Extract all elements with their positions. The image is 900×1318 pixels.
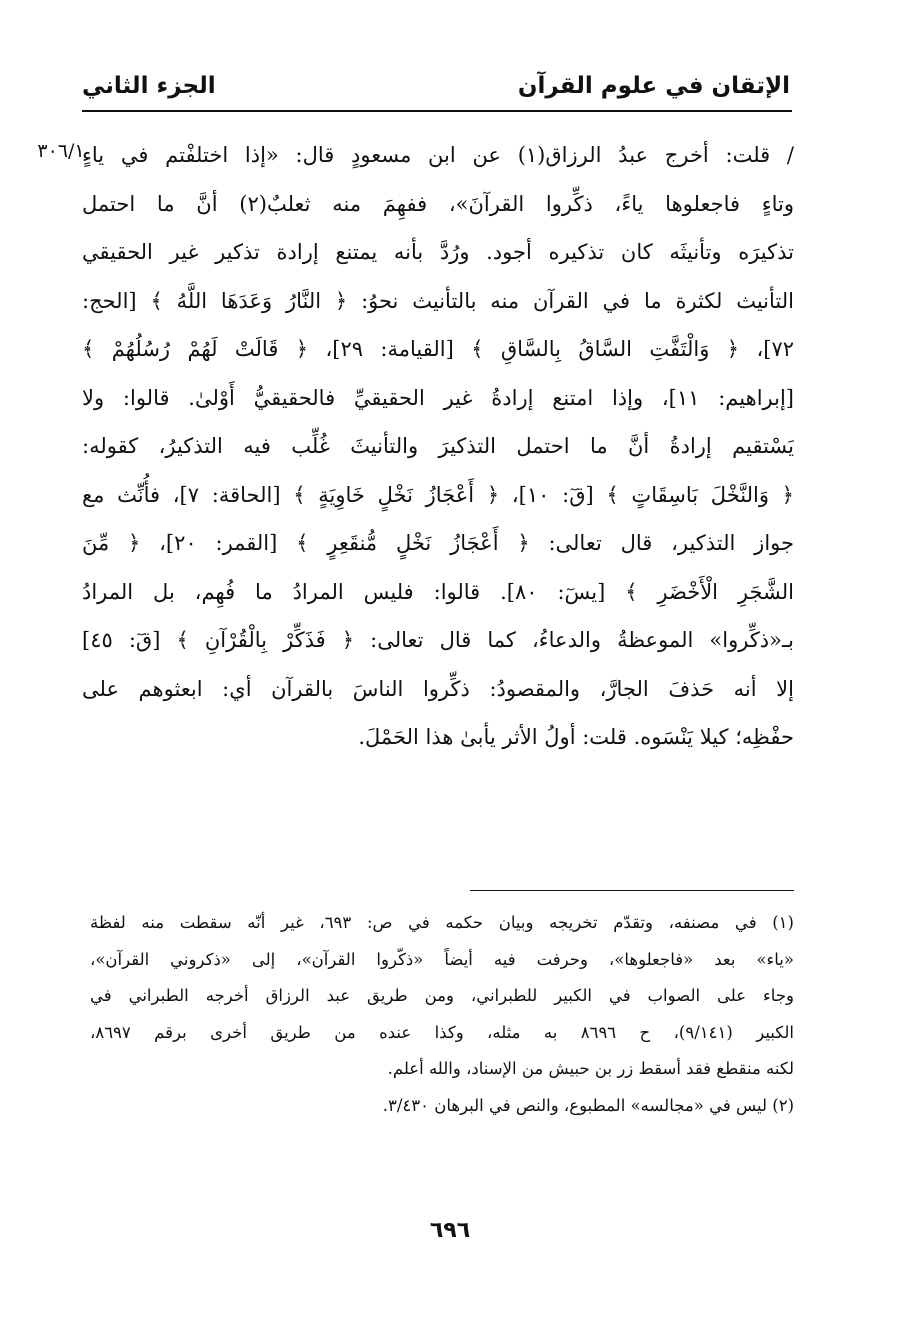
- running-header: [82, 66, 790, 106]
- page-number: ٦٩٦: [429, 1218, 471, 1243]
- footnote-line: «ياء» بعد «فاجعلوها»، وحرفت فيه أيضاً «ذكّروا القرآن»، إلى «ذكروني القرآن»،: [90, 949, 794, 969]
- main-text: [82, 131, 794, 762]
- text-line: جواز التذكير، قال تعالى: ﴿ أَعْجَازُ نَخْلٍ مُّنقَعِرٍ ﴾ [القمر: ٢٠]، ﴿ مِّنَ: [82, 531, 794, 555]
- footnote-line: الكبير (٩/١٤١)، ح ٨٦٩٦ به مثله، وكذا عنده من طريق أخرى برقم ٨٦٩٧،: [90, 1022, 794, 1042]
- margin-page-reference: ٣٠٦/١: [37, 140, 85, 162]
- text-line: / قلت: أخرج عبدُ الرزاق(١) عن ابن مسعودٍ قال: «إذا اختلفْتم في ياءٍ: [82, 143, 794, 167]
- text-line: إلا أنه حَذفَ الجارَّ، والمقصودُ: ذكِّروا الناسَ بالقرآن أي: ابعثوهم على: [82, 676, 794, 701]
- text-line: التأنيث لكثرة ما في القرآن منه بالتأنيث نحوُ: ﴿ النَّارُ وَعَدَهَا اللَّهُ ﴾ [الحج:: [82, 288, 794, 313]
- text-line: بـ«ذكِّروا» الموعظةُ والدعاءُ، كما قال تعالى: ﴿ فَذَكِّرْ بِالْقُرْآنِ ﴾ [قٓ: ٤٥]: [82, 628, 794, 652]
- header-rule: [82, 110, 792, 112]
- footnote-line: وجاء على الصواب في الكبير للطبراني، ومن طريق عبد الرزاق أخرجه الطبراني في: [90, 986, 794, 1005]
- text-line: يَسْتقيم إرادةُ أنَّ ما احتمل التذكيرَ والتأنيثَ غُلِّب فيه التذكيرُ، كقوله:: [82, 434, 794, 458]
- part-title: الجزء الثاني: [82, 72, 216, 99]
- footnote-separator: [470, 890, 794, 891]
- text-line: الشَّجَرِ الْأَخْضَرِ ﴾ [يسٓ: ٨٠]. قالوا: فليس المرادُ ما فُهِم، بل المرادُ: [82, 579, 794, 604]
- text-line: [إبراهيم: ١١]، وإذا امتنع إرادةُ غير الحقيقيِّ فالحقيقيُّ أَوْلىٰ. قالوا: ولا: [82, 385, 794, 410]
- book-title: الإتقان في علوم القرآن: [517, 72, 790, 99]
- footnote-line: لكنه منقطع فقد أسقط زر بن حبيش من الإسناد، والله أعلم.: [387, 1059, 794, 1078]
- text-line: ﴿ وَالنَّخْلَ بَاسِقَاتٍ ﴾ [قٓ: ١٠]، ﴿ أَعْجَازُ نَخْلٍ خَاوِيَةٍ ﴾ [الحاقة: ٧]، فأُنِّث مع: [82, 482, 794, 507]
- text-line: حفْظِه؛ كيلا يَنْسَوه. قلت: أولُ الأثر يأبىٰ هذا الحَمْلَ.: [358, 725, 794, 749]
- footnote-line: (١) في مصنفه، وتقدّم تخريجه وبيان حكمه في ص: ٦٩٣، غير أنّه سقطت منه لفظة: [90, 913, 794, 932]
- text-line: وتاءٍ فاجعلوها ياءً، ذكِّروا القرآنَ»، ففهِمَ منه ثعلبٌ(٢) أنَّ ما احتمل: [82, 191, 794, 216]
- text-line: ٧٢]، ﴿ وَالْتَفَّتِ السَّاقُ بِالسَّاقِ ﴾ [القيامة: ٢٩]، ﴿ قَالَتْ لَهُمْ رُسُلُهُمْ ﴾: [82, 337, 794, 361]
- footnotes: [90, 905, 794, 1124]
- footnote-line: (٢) ليس في «مجالسه» المطبوع، والنص في البرهان ٣/٤٣٠.: [382, 1095, 794, 1115]
- text-line: تذكيرَه وتأنيثَه كان تذكيره أجود. ورُدَّ بأنه يمتنع إرادة تذكير غير الحقيقي: [82, 240, 794, 264]
